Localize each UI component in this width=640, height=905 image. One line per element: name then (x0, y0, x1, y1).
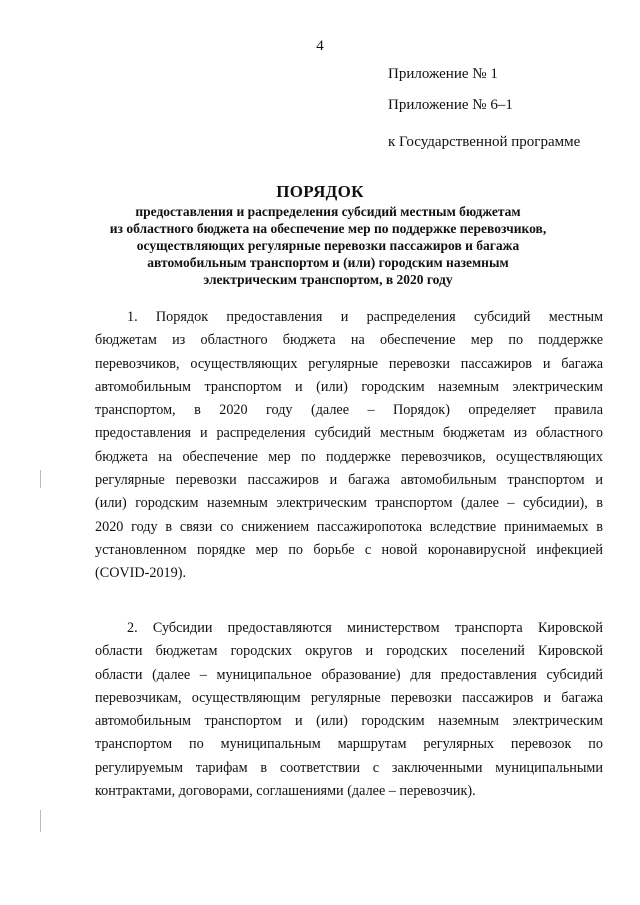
paragraph-line: транспортом по муниципальным маршрутам регулярных перевозок по (95, 736, 603, 753)
scan-margin-mark (40, 470, 41, 488)
paragraph-line: (или) городским наземным электрическим транспортом (далее – субсидии), в (95, 495, 603, 512)
subtitle-line: из областного бюджета на обеспечение мер по поддержке перевозчиков, (109, 221, 547, 236)
subtitle-line: электрическим транспортом, в 2020 году (203, 272, 453, 287)
paragraph-line: установленном порядке мер по борьбе с новой коронавирусной инфекцией (95, 541, 603, 558)
attachment-number-line: Приложение № 1 (388, 66, 498, 82)
paragraph-line: транспортом, в 2020 году (далее – Порядок) определяет правила (95, 402, 603, 419)
subtitle-line: автомобильным транспортом и (или) городским наземным (147, 255, 509, 270)
paragraph-line: 2. Субсидии предоставляются министерством транспорта Кировской (127, 620, 603, 636)
paragraph-line: бюджета на обеспечение мер по поддержке перевозчиков, осуществляющих (95, 448, 603, 465)
paragraph-line: автомобильным транспортом и (или) городским наземным электрическим (95, 378, 603, 395)
paragraph-line: 2020 году в связи со снижением пассажиропотока вследствие принимаемых в (95, 518, 603, 535)
paragraph-1 (95, 306, 603, 586)
paragraph-line: контрактами, договорами, соглашениями (далее – перевозчик). (95, 783, 476, 800)
paragraph-line: предоставления и распределения субсидий местным бюджетам из областного (95, 425, 603, 442)
subtitle-line: осуществляющих регулярные перевозки пассажиров и багажа (136, 238, 520, 253)
attachment-program-line: к Государственной программе (388, 134, 581, 150)
paragraph-line: бюджетам из областного бюджета на обеспечение мер по поддержке (95, 332, 603, 349)
paragraph-line: регулируемым тарифам в соответствии с заключенными муниципальными (95, 759, 603, 776)
paragraph-line: автомобильным транспортом и (или) городским наземным электрическим (95, 713, 603, 730)
paragraph-line: 1. Порядок предоставления и распределения субсидий местным (127, 309, 603, 325)
scan-margin-mark (40, 810, 41, 832)
document-subtitle (78, 203, 578, 288)
page-number: 4 (316, 38, 324, 54)
subtitle-line: предоставления и распределения субсидий местным бюджетам (135, 204, 521, 219)
paragraph-line: области бюджетам городских округов и городских поселений Кировской (95, 643, 603, 660)
paragraph-line: перевозчиков, осуществляющих регулярные перевозки пассажиров и багажа (95, 355, 603, 372)
paragraph-2 (95, 617, 603, 803)
paragraph-line: (COVID-2019). (95, 565, 187, 582)
paragraph-line: регулярные перевозки пассажиров и багажа автомобильным транспортом и (95, 472, 603, 489)
paragraph-line: перевозчикам, осуществляющим регулярные перевозки пассажиров и багажа (95, 689, 603, 706)
paragraph-line: области (далее – муниципальное образование) для предоставления субсидий (95, 666, 603, 683)
document-title: ПОРЯДОК (276, 182, 364, 201)
attachment-sub-number-line: Приложение № 6–1 (388, 97, 513, 113)
